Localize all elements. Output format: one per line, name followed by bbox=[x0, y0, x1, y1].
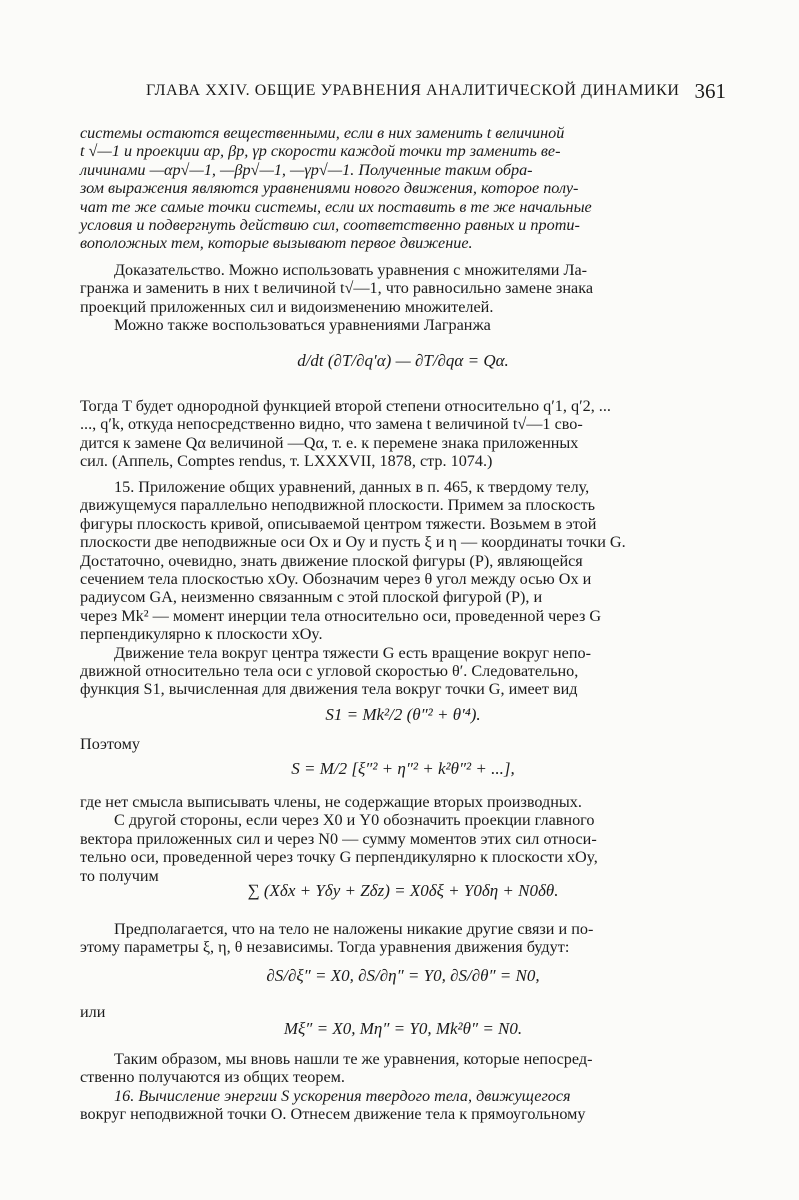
text-line: этому параметры ξ, η, θ независимы. Тогда уравнения движения будут: bbox=[80, 938, 570, 957]
text-line: Предполагается, что на тело не наложены никакие другие связи и по- bbox=[114, 920, 594, 938]
text-line: воположных тем, которые вызывают первое движение. bbox=[80, 234, 473, 253]
text-line: через Mk² — момент инерции тела относительно оси, проведенной через G bbox=[80, 606, 602, 625]
text-line: Движение тела вокруг центра тяжести G есть вращение вокруг непо- bbox=[114, 643, 592, 662]
section-heading: 16. Вычисление энергии S ускорения твердого тела, движущегося bbox=[114, 1087, 571, 1105]
text-line: t √—1 и проекции αp, βp, γp скорости каждой точки mp заменить ве- bbox=[80, 142, 561, 161]
text-line: ..., q′k, откуда непосредственно видно, что замена t величиной t√—1 сво- bbox=[80, 415, 583, 434]
text-line: сечением тела плоскостью xOy. Обозначим через θ угол между осью Ox и bbox=[80, 570, 592, 589]
section-16 bbox=[80, 1087, 726, 1124]
text-line: ственно получаются из общих теорем. bbox=[80, 1068, 345, 1087]
section-15 bbox=[80, 478, 726, 699]
page-number: 361 bbox=[694, 79, 726, 103]
text-line: перпендикулярно к плоскости xOy. bbox=[80, 625, 323, 644]
text-line: фигуры плоскость кривой, описываемой центром тяжести. Возьмем в этой bbox=[80, 514, 597, 533]
label-poetomu: Поэтому bbox=[80, 735, 140, 753]
text-line: вокруг неподвижной точки O. Отнесем движение тела к прямоугольному bbox=[80, 1105, 586, 1124]
equation-s1: S1 = Mk²/2 (θ″² + θ′⁴). bbox=[325, 705, 481, 724]
text-line: тельно оси, проведенной через точку G перпендикулярно к плоскости xOy, bbox=[80, 848, 598, 867]
text-line: системы остаются вещественными, если в них заменить t величиной bbox=[80, 124, 565, 142]
paragraph-independence bbox=[80, 920, 726, 957]
equation-motion: Mξ″ = X0, Mη″ = Y0, Mk²θ″ = N0. bbox=[283, 1019, 523, 1038]
text-line: гранжа и заменить в них t величиной t√—1, что равносильно замене знака bbox=[80, 279, 594, 298]
text-line: чат те же самые точки системы, если их поставить в те же начальные bbox=[80, 197, 592, 216]
proof-paragraph bbox=[80, 261, 726, 335]
paragraph-moments bbox=[80, 793, 726, 885]
text-line: движной относительно тела оси с угловой скоростью θ′. Следовательно, bbox=[80, 662, 579, 681]
equation-lagrange: d/dt (∂T/∂q′α) — ∂T/∂qα = Qα. bbox=[297, 351, 509, 370]
text-line: то получим bbox=[80, 866, 159, 885]
section-heading: 15. Приложение общих уравнений, данных в п. 465, к твердому телу, bbox=[114, 478, 590, 496]
text-line: личинами —αp√—1, —βp√—1, —γp√—1. Полученные таким обра- bbox=[80, 160, 533, 179]
label-ili: или bbox=[80, 1003, 106, 1021]
text-line: дится к замене Qα величиной —Qα, т. е. к перемене знака приложенных bbox=[80, 433, 579, 452]
equation-s: S = M/2 [ξ″² + η″² + k²θ″² + ...], bbox=[291, 759, 515, 778]
text-line: вектора приложенных сил и через N0 — сумму моментов этих сил относи- bbox=[80, 829, 597, 848]
equation-derivatives: ∂S/∂ξ″ = X0, ∂S/∂η″ = Y0, ∂S/∂θ″ = N0, bbox=[266, 966, 540, 985]
text-line: Достаточно, очевидно, знать движение плоской фигуры (P), являющейся bbox=[80, 551, 583, 570]
text-line: где нет смысла выписывать члены, не содержащие вторых производных. bbox=[80, 793, 582, 811]
text-line: движущемуся параллельно неподвижной плоскости. Примем за плоскость bbox=[80, 496, 596, 515]
text-line: С другой стороны, если через X0 и Y0 обозначить проекции главного bbox=[114, 811, 595, 830]
theorem-statement bbox=[80, 124, 726, 253]
text-line: радиусом GA, неизменно связанным с этой плоской фигурой (P), и bbox=[80, 588, 543, 607]
text-line: Таким образом, мы вновь нашли те же уравнения, которые непосред- bbox=[114, 1050, 593, 1068]
paragraph-after-lagrange bbox=[80, 397, 726, 471]
text-line: сил. (Аппель, Comptes rendus, т. LXXXVII, 1878, стр. 1074.) bbox=[80, 452, 493, 471]
text-line: Доказательство. Можно использовать уравнения с множителями Ла- bbox=[114, 261, 588, 279]
text-line: Можно также воспользоваться уравнениями Лагранжа bbox=[114, 316, 491, 335]
text-line: плоскости две неподвижные оси Ox и Oy и пусть ξ и η — координаты точки G. bbox=[80, 533, 626, 552]
equation-virtual-work: ∑ (Xδx + Yδy + Zδz) = X0δξ + Y0δη + N0δθ. bbox=[247, 881, 559, 900]
text-line: Тогда T будет однородной функцией второй степени относительно q′1, q′2, ... bbox=[80, 397, 611, 415]
paragraph-conclusion bbox=[80, 1050, 726, 1087]
chapter-title: ГЛАВА XXIV. ОБЩИЕ УРАВНЕНИЯ АНАЛИТИЧЕСКОЙ ДИНАМИКИ bbox=[146, 82, 680, 99]
running-header bbox=[146, 79, 726, 103]
text-line: условия и подвергнуть действию сил, соответственно равных и проти- bbox=[80, 216, 580, 235]
text-line: зом выражения являются уравнениями нового движения, которое полу- bbox=[80, 179, 579, 198]
text-line: функция S1, вычисленная для движения тела вокруг точки G, имеет вид bbox=[80, 680, 578, 699]
text-line: проекций приложенных сил и видоизменению множителей. bbox=[80, 297, 494, 316]
